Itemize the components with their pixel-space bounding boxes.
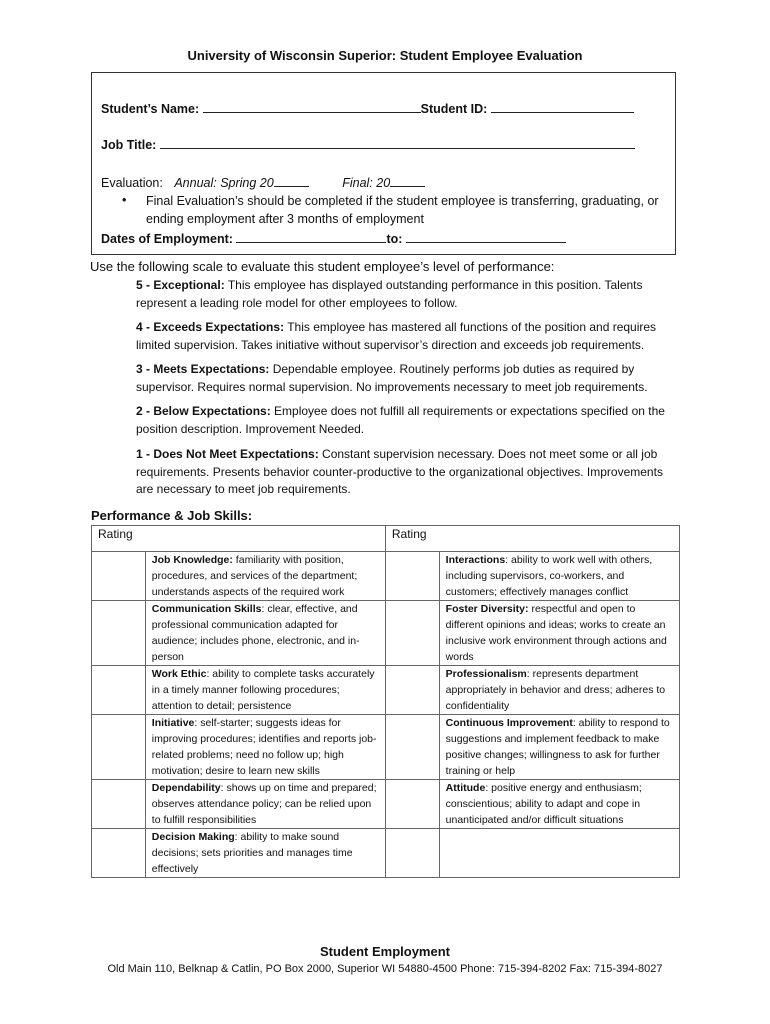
- skill-cell: [145, 601, 385, 666]
- to-label: to:: [386, 232, 403, 246]
- student-id-label: Student ID:: [420, 102, 488, 116]
- scale-item-5: [136, 277, 681, 312]
- skill-cell-empty: [439, 829, 679, 878]
- skill-cell: [145, 829, 385, 878]
- skill-name: Professionalism: [445, 668, 527, 680]
- skill-desc: : ability to make sound decisions; sets priorities and manages time effectively: [151, 831, 353, 875]
- skill-name: Work Ethic: [151, 668, 207, 680]
- skill-cell: [439, 715, 679, 780]
- table-row: [92, 829, 680, 878]
- start-date-field[interactable]: [236, 230, 386, 243]
- scale-item-4: [136, 319, 681, 354]
- rating-cell-diversity[interactable]: [385, 601, 439, 666]
- skill-desc: : ability to respond to suggestions and implement feedback to make positive changes; willingness to ask for further training or help: [445, 717, 670, 777]
- scale-item-3: [136, 361, 681, 396]
- rating-cell-dependability[interactable]: [92, 780, 146, 829]
- table-row: [92, 666, 680, 715]
- end-date-field[interactable]: [406, 230, 566, 243]
- evaluation-label: Evaluation: [101, 176, 160, 190]
- job-title-row: [101, 136, 635, 152]
- skill-desc: respectful and open to different opinions and ideas; works to create an inclusive work environment through actions and words: [445, 603, 667, 663]
- final-label: Final: 20: [342, 176, 391, 190]
- scale-intro: Use the following scale to evaluate this student employee’s level of performance:: [90, 259, 555, 274]
- rating-cell-communication[interactable]: [92, 601, 146, 666]
- footer-title: Student Employment: [319, 944, 450, 959]
- skill-desc: : ability to complete tasks accurately in a timely manner following procedures; attention to detail; persistence: [151, 668, 375, 712]
- student-name-field[interactable]: [203, 100, 421, 113]
- footer-address: Old Main 110, Belknap & Catlin, PO Box 2000, Superior WI 54880-4500 Phone: 715-394-8202 Fax: 715-394-8027: [107, 963, 663, 975]
- table-row: [92, 552, 680, 601]
- scale-label: 3 - Meets Expectations:: [136, 362, 270, 376]
- scale-text: Employee does not fulfill all requirements or expectations specified on the position description. Improvement Needed.: [136, 404, 665, 436]
- scale-label: 4 - Exceeds Expectations:: [136, 320, 285, 334]
- skill-cell: [439, 552, 679, 601]
- skill-cell: [145, 666, 385, 715]
- skill-name: Communication Skills: [151, 603, 262, 615]
- rating-cell-decision-making[interactable]: [92, 829, 146, 878]
- scale-label: 2 - Below Expectations:: [136, 404, 271, 418]
- student-name-label: Student’s Name:: [101, 102, 200, 116]
- skill-desc: : clear, effective, and professional communication adapted for audience; includes phone, electronic, and in-person: [151, 603, 360, 663]
- scale-label: 1 - Does Not Meet Expectations:: [136, 447, 319, 461]
- skill-name: Dependability: [151, 782, 221, 794]
- scale-text: Constant supervision necessary. Does not meet some or all job requirements. Presents behavior counter-productive to the organizational objectives. Improvements are necessary to meet job requirements.: [136, 447, 663, 496]
- annual-year-field[interactable]: [274, 174, 309, 187]
- scale-label: 5 - Exceptional:: [136, 278, 225, 292]
- skill-cell: [145, 780, 385, 829]
- rating-cell-continuous-improvement[interactable]: [385, 715, 439, 780]
- dates-label: Dates of Employment:: [101, 232, 233, 246]
- rating-header-right: Rating: [385, 526, 679, 552]
- skill-cell: [439, 666, 679, 715]
- rating-header-left: Rating: [92, 526, 386, 552]
- skills-table: [91, 525, 680, 878]
- table-row: [92, 780, 680, 829]
- skill-desc: : positive energy and enthusiasm; conscientious; ability to adapt and cope in unanticipated and/or difficult situations: [445, 782, 642, 826]
- skills-heading: Performance & Job Skills:: [91, 508, 253, 523]
- rating-cell-job-knowledge[interactable]: [92, 552, 146, 601]
- evaluation-row: Evaluation: Annual: Spring 20 Final: 20: [101, 174, 425, 190]
- scale-text: Dependable employee. Routinely performs job duties as required by supervisor. Requires normal supervision. No improvements necessary to meet job requirements.: [136, 362, 648, 394]
- dates-row: [101, 230, 566, 246]
- skill-desc: : represents department appropriately in behavior and dress; adheres to confidentiality: [445, 668, 666, 712]
- skill-desc: familiarity with position, procedures, and services of the department; understands aspects of the required work: [151, 554, 358, 598]
- student-name-row: [101, 100, 634, 116]
- annual-label: Annual: Spring 20: [174, 176, 274, 190]
- table-row: [92, 601, 680, 666]
- rating-cell-interactions[interactable]: [385, 552, 439, 601]
- skill-name: Job Knowledge:: [151, 554, 233, 566]
- skill-desc: : self-starter; suggests ideas for improving procedures; identifies and reports job-related problems; need no follow up; high motivation; desire to learn new skills: [151, 717, 377, 777]
- skill-desc: : shows up on time and prepared; observes attendance policy; can be relied upon to fulfill responsibilities: [151, 782, 377, 826]
- scale-text: This employee has displayed outstanding performance in this position. Talents represent a leading role model for other employees to follow.: [136, 278, 643, 310]
- skill-cell: [439, 780, 679, 829]
- job-title-label: Job Title:: [101, 138, 157, 152]
- final-year-field[interactable]: [390, 174, 425, 187]
- scale-item-2: [136, 403, 681, 438]
- skill-name: Initiative: [151, 717, 195, 729]
- table-row: [92, 715, 680, 780]
- scale-item-1: [136, 446, 681, 499]
- rating-cell-empty[interactable]: [385, 829, 439, 878]
- skill-name: Foster Diversity:: [445, 603, 529, 615]
- job-title-field[interactable]: [160, 136, 635, 149]
- skill-name: Decision Making: [151, 831, 235, 843]
- skill-desc: : ability to work well with others, including supervisors, co-workers, and customers; effectively manages conflict: [445, 554, 653, 598]
- bullet-icon: •: [122, 193, 127, 207]
- skill-cell: [145, 552, 385, 601]
- rating-cell-attitude[interactable]: [385, 780, 439, 829]
- rating-cell-professionalism[interactable]: [385, 666, 439, 715]
- skill-name: Interactions: [445, 554, 506, 566]
- table-header-row: [92, 526, 680, 552]
- skill-name: Attitude: [445, 782, 486, 794]
- scale-text: This employee has mastered all functions of the position and requires limited supervision. Takes initiative without supervisor’s direction and exceeds job requirements.: [136, 320, 657, 352]
- skill-name: Continuous Improvement: [445, 717, 573, 729]
- rating-cell-work-ethic[interactable]: [92, 666, 146, 715]
- student-id-field[interactable]: [491, 100, 634, 113]
- document-title: University of Wisconsin Superior: Student Employee Evaluation: [187, 48, 583, 63]
- skill-cell: [145, 715, 385, 780]
- final-evaluation-note: Final Evaluation’s should be completed if the student employee is transferring, graduating, or ending employment after 3 months of employment: [146, 194, 659, 226]
- rating-cell-initiative[interactable]: [92, 715, 146, 780]
- student-info-box: [91, 72, 676, 255]
- skill-cell: [439, 601, 679, 666]
